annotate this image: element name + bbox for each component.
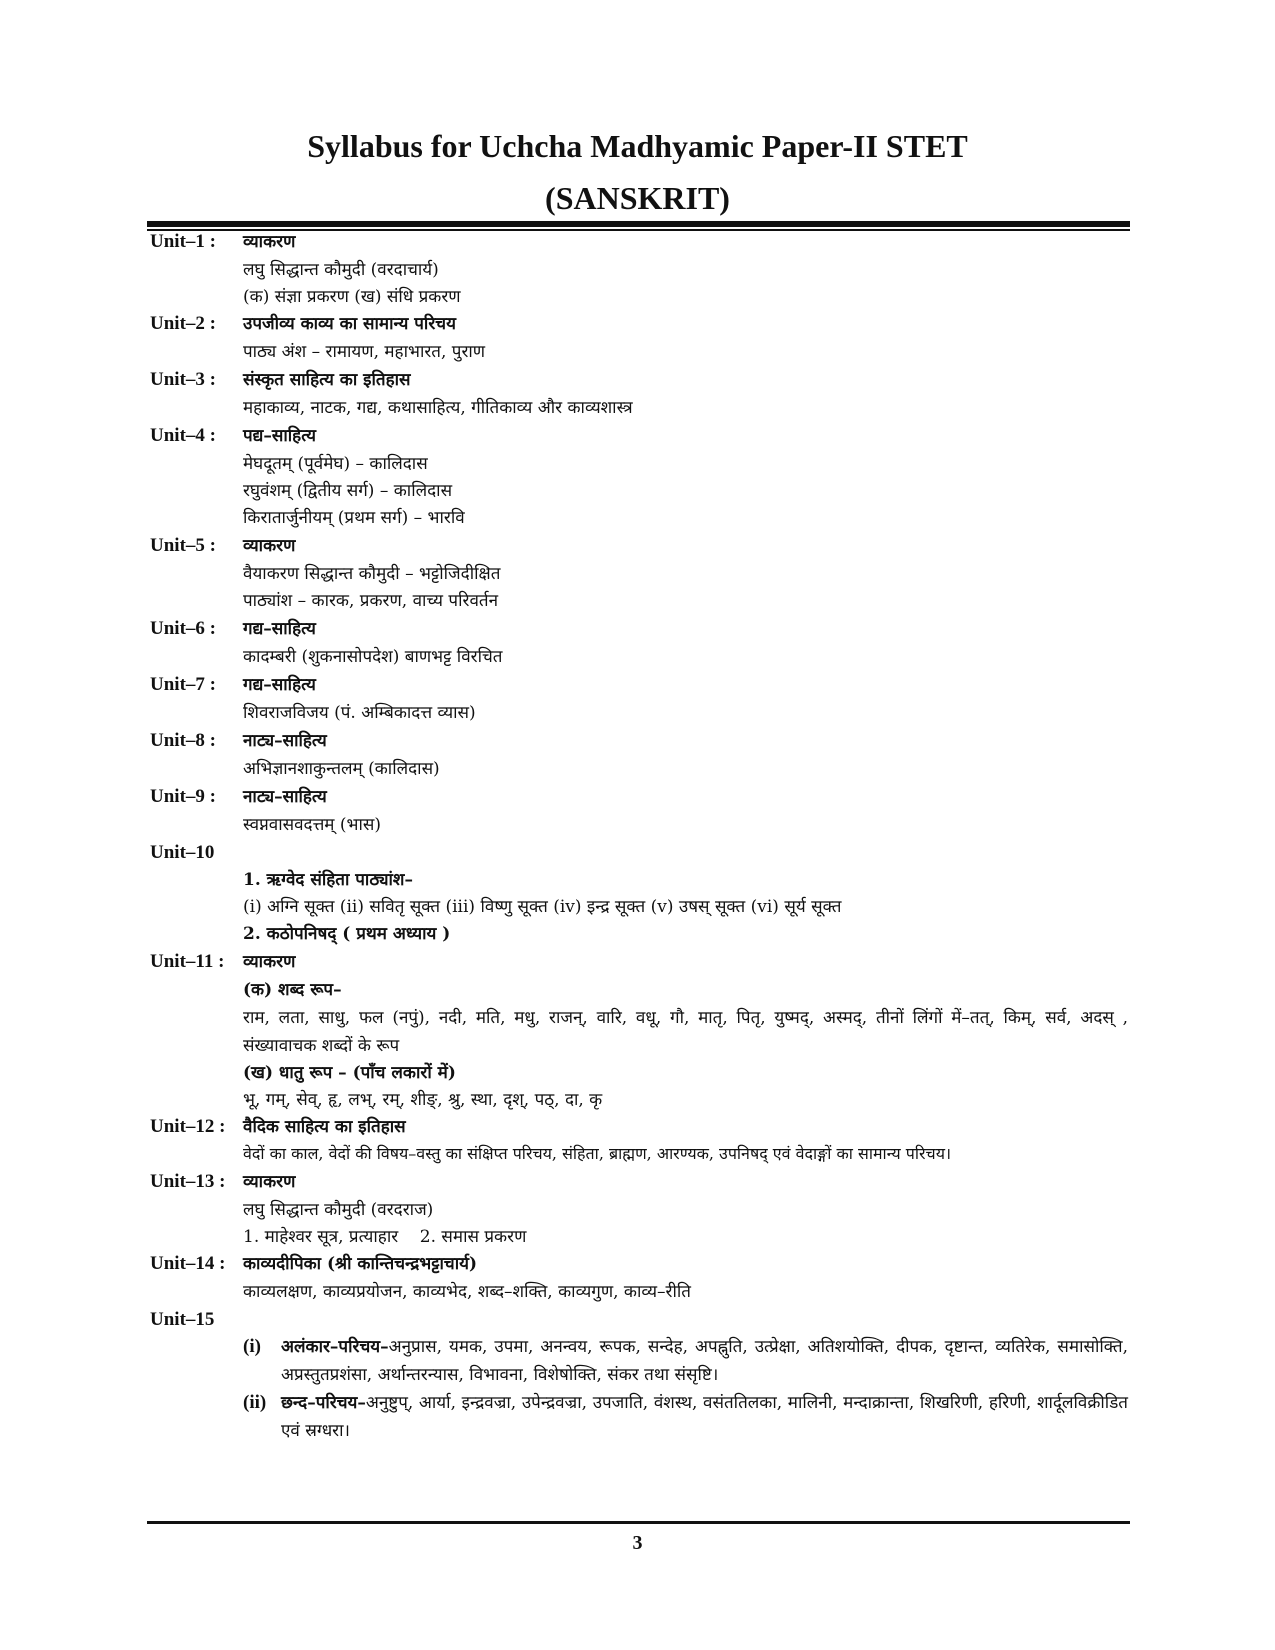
unit-line: महाकाव्य, नाटक, गद्य, कथासाहित्य, गीतिकाव्य और काव्यशास्त्र [243,398,633,418]
unit-heading: व्याकरण [243,952,296,972]
unit-label: Unit–4 : [150,425,216,446]
unit-label: Unit–14 : [150,1253,226,1274]
unit-heading: नाट्य–साहित्य [243,787,327,807]
unit-line: (क) संज्ञा प्रकरण (ख) संधि प्रकरण [243,287,461,307]
unit-heading: व्याकरण [243,1172,296,1192]
unit-4-heading-row [0,422,1275,450]
unit-heading: व्याकरण [243,232,296,252]
unit-line: शिवराजविजय (पं. अम्बिकादत्त व्यास) [243,703,476,723]
unit-line: पाठ्यांश – कारक, प्रकरण, वाच्य परिवर्तन [243,591,499,611]
unit-3-heading-row [0,366,1275,394]
item-body: अनुष्टुप्, आर्या, इन्द्रवज्रा, उपेन्द्रवज्रा, उपजाति, वंशस्थ, वसंततिलका, मालिनी, मन्दाक्रान्ता, शिखरिणी, हरिणी, शार्दूलविक्रीडित एवं स्रग्धरा। [281,1393,1128,1441]
unit-heading: गद्य–साहित्य [243,619,316,639]
unit-heading: उपजीव्य काव्य का सामान्य परिचय [243,314,456,334]
unit-line: लघु सिद्धान्त कौमुदी (वरदाचार्य) [243,260,439,280]
unit-heading: काव्यदीपिका (श्री कान्तिचन्द्रभट्टाचार्य) [243,1254,478,1274]
unit-line: रघुवंशम् (द्वितीय सर्ग) – कालिदास [243,481,453,501]
item-number: (i) [243,1336,261,1357]
unit-line: पाठ्य अंश – रामायण, महाभारत, पुराण [243,342,486,362]
unit-15-item [0,1389,1275,1441]
item-body: अनुप्रास, यमक, उपमा, अनन्वय, रूपक, सन्देह, अपह्नुति, उत्प्रेक्षा, अतिशयोक्ति, दीपक, दृष्टान्त, व्यतिरेक, समासोक्ति, अप्रस्तुतप्रशंसा, अर्थान्तरन्यास, विभावना, विशेषोक्ति, संकर तथा संसृष्टि। [281,1337,1128,1385]
unit-7-heading-row [0,671,1275,699]
item-number: (ii) [243,1392,267,1413]
unit-9-heading-row [0,783,1275,811]
unit-15-item [0,1333,1275,1385]
unit-subheading: 2. कठोपनिषद् ( प्रथम अध्याय ) [243,924,451,944]
item-text [281,1333,1128,1389]
unit-12-heading-row [0,1113,1275,1141]
unit-line: कादम्बरी (शुकनासोपदेश) बाणभट्ट विरचित [243,647,503,667]
unit-heading: गद्य–साहित्य [243,675,316,695]
unit-line: काव्यलक्षण, काव्यप्रयोजन, काव्यभेद, शब्द–शक्ति, काव्यगुण, काव्य–रीति [243,1282,691,1302]
unit-label: Unit–12 : [150,1116,226,1137]
unit-line: अभिज्ञानशाकुन्तलम् (कालिदास) [243,759,440,779]
unit-label: Unit–3 : [150,369,216,390]
unit-heading: संस्कृत साहित्य का इतिहास [243,370,411,390]
unit-label: Unit–10 [150,842,215,863]
unit-line: 1. माहेश्वर सूत्र, प्रत्याहार 2. समास प्रकरण [243,1227,527,1247]
unit-line: वैयाकरण सिद्धान्त कौमुदी – भट्टोजिदीक्षित [243,564,501,584]
unit-label: Unit–1 : [150,231,216,252]
unit-14-heading-row [0,1250,1275,1278]
unit-line: किरातार्जुनीयम् (प्रथम सर्ग) – भारवि [243,508,465,528]
unit-line: (i) अग्नि सूक्त (ii) सवितृ सूक्त (iii) विष्णु सूक्त (iv) इन्द्र सूक्त (v) उषस् सूक्त (vi) सूर्य सूक्त [243,897,842,917]
unit-label: Unit–9 : [150,786,216,807]
page-title: Syllabus for Uchcha Madhyamic Paper-II STET [307,128,968,164]
item-heading: छन्द–परिचय– [281,1393,366,1413]
unit-6-heading-row [0,615,1275,643]
page-subtitle: (SANSKRIT) [545,180,730,216]
unit-8-heading-row [0,727,1275,755]
unit-label: Unit–7 : [150,674,216,695]
unit-line: लघु सिद्धान्त कौमुदी (वरदराज) [243,1200,434,1220]
unit-line: भू, गम्, सेव्, हृ, लभ्, रम्, शीङ्, श्रु, स्था, दृश्, पठ्, दा, कृ [243,1090,603,1110]
unit-line: स्वप्नवासवदत्तम् (भास) [243,815,381,835]
unit-label: Unit–15 [150,1309,215,1330]
unit-line: मेघदूतम् (पूर्वमेघ) – कालिदास [243,454,428,474]
header-rule-thick [147,221,1130,227]
unit-subheading: (ख) धातु रूप – (पाँच लकारों में) [243,1063,456,1083]
unit-subheading: (क) शब्द रूप– [243,980,342,1000]
unit-label: Unit–6 : [150,618,216,639]
unit-heading: पद्य–साहित्य [243,426,316,446]
unit-heading: व्याकरण [243,536,296,556]
unit-15-heading-row [0,1306,1275,1334]
item-heading: अलंकार–परिचय– [281,1337,389,1357]
unit-11-heading-row [0,948,1275,976]
unit-label: Unit–5 : [150,535,216,556]
unit-13-heading-row [0,1168,1275,1196]
unit-label: Unit–13 : [150,1171,226,1192]
unit-label: Unit–11 : [150,951,225,972]
unit-label: Unit–2 : [150,313,216,334]
unit-line: वेदों का काल, वेदों की विषय–वस्तु का संक्षिप्त परिचय, संहिता, ब्राह्मण, आरण्यक, उपनिषद् एवं वेदाङ्गों का सामान्य परिचय। [243,1144,952,1163]
unit-heading: नाट्य–साहित्य [243,731,327,751]
page-number: 3 [632,1532,643,1554]
unit-subheading: 1. ऋग्वेद संहिता पाठ्यांश– [243,870,413,890]
item-text [281,1389,1128,1445]
unit-label: Unit–8 : [150,730,216,751]
unit-heading: वैदिक साहित्य का इतिहास [243,1117,406,1137]
unit-1-heading-row [0,228,1275,256]
unit-2-heading-row [0,310,1275,338]
unit-5-heading-row [0,532,1275,560]
unit-10-heading-row [0,839,1275,867]
footer-rule [147,1521,1130,1524]
unit-paragraph: राम, लता, साधु, फल (नपुं), नदी, मति, मधु, राजन्, वारि, वधू, गौ, मातृ, पितृ, युष्मद्, अस्मद्, तीनों लिंगों में–तत्, किम्, सर्व, अदस् , संख्यावाचक शब्दों के रूप [243,1008,1128,1056]
